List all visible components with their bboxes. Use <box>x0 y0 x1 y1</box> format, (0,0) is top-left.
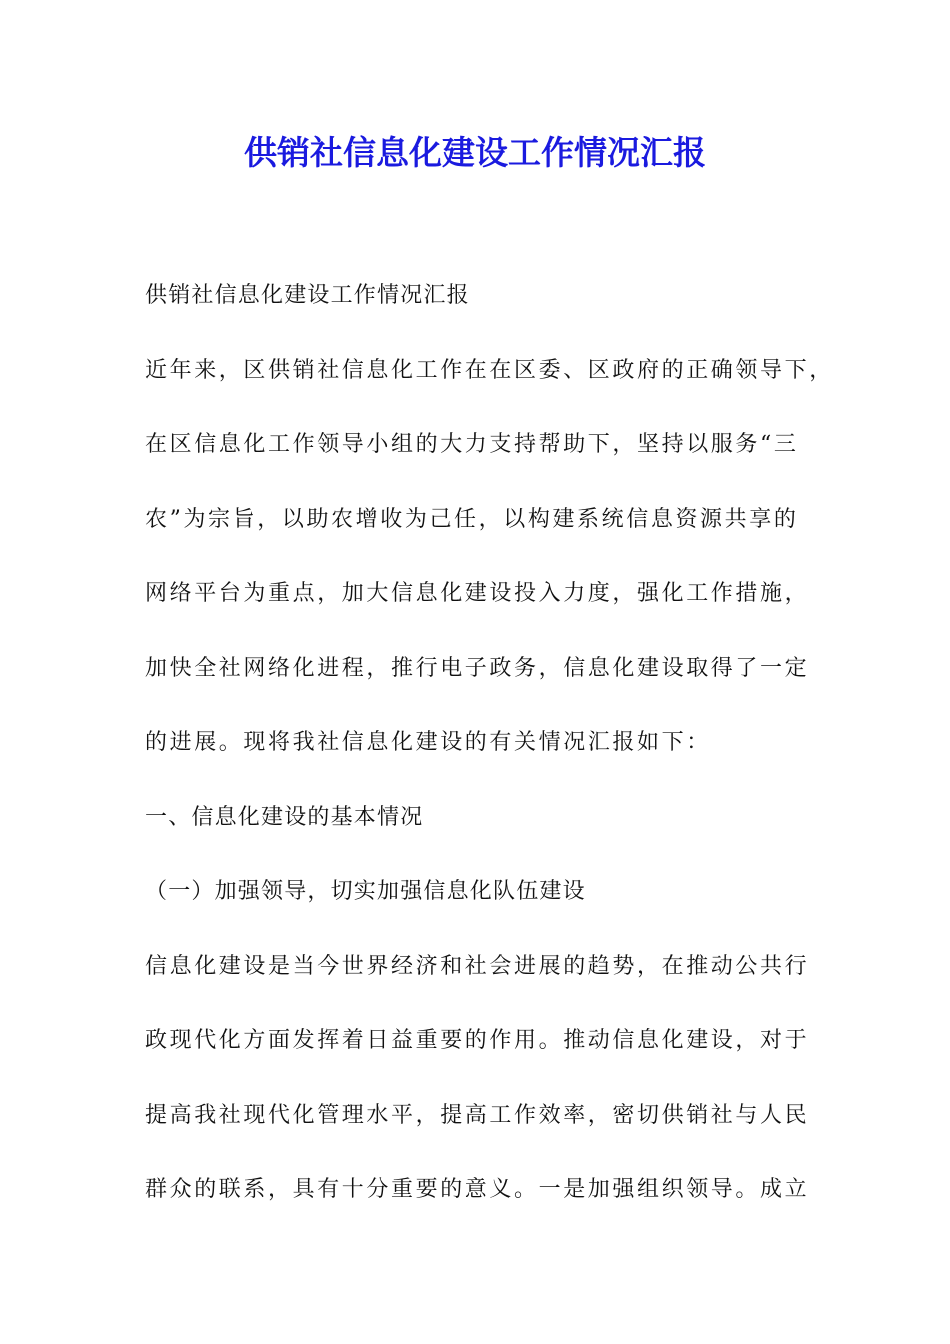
paragraph-line: 近年来，区供销社信息化工作在在区委、区政府的正确领导下， <box>145 357 834 383</box>
paragraph-line: 加快全社网络化进程，推行电子政务，信息化建设取得了一定 <box>145 655 810 681</box>
paragraph-line: 的进展。现将我社信息化建设的有关情况汇报如下： <box>145 730 711 755</box>
section-heading: 一、信息化建设的基本情况 <box>145 804 424 830</box>
subsection-heading: （一）加强领导，切实加强信息化队伍建设 <box>145 879 586 904</box>
paragraph-line: 政现代化方面发挥着日益重要的作用。推动信息化建设，对于 <box>145 1028 810 1053</box>
paragraph-line: 提高我社现代化管理水平，提高工作效率，密切供销社与人民 <box>145 1102 810 1128</box>
paragraph-line: 群众的联系，具有十分重要的意义。一是加强组织领导。成立 <box>145 1177 810 1202</box>
document-subtitle: 供销社信息化建设工作情况汇报 <box>145 283 470 308</box>
paragraph-line: 信息化建设是当今世界经济和社会进展的趋势，在推动公共行 <box>145 953 810 979</box>
paragraph-line: 在区信息化工作领导小组的大力支持帮助下，坚持以服务“三 <box>145 432 799 457</box>
document-title: 供销社信息化建设工作情况汇报 <box>244 133 706 172</box>
paragraph-line: 农”为宗旨，以助农增收为己任，以构建系统信息资源共享的 <box>145 506 799 532</box>
document-body <box>145 259 834 1228</box>
paragraph-line: 网络平台为重点，加大信息化建设投入力度，强化工作措施， <box>145 581 810 606</box>
